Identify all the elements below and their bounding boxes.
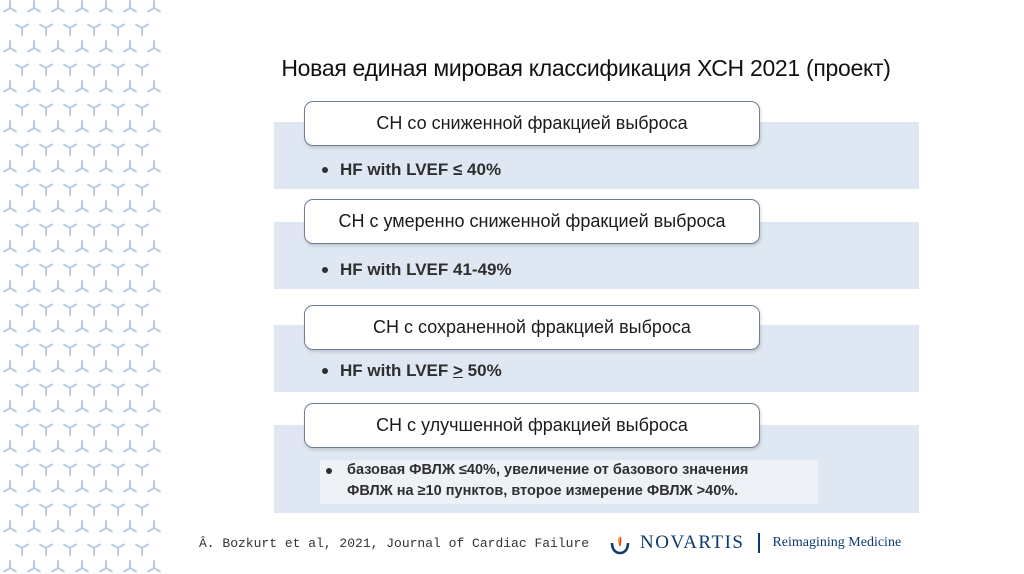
- pattern-mark: [124, 121, 136, 132]
- pattern-mark: [52, 201, 64, 212]
- pattern-mark: [76, 521, 88, 532]
- pattern-mark: [76, 441, 88, 452]
- pattern-mark: [88, 225, 100, 236]
- decorative-pattern: [0, 0, 166, 574]
- pattern-mark: [136, 425, 148, 436]
- pattern-mark: [136, 385, 148, 396]
- pattern-mark: [124, 361, 136, 372]
- pattern-mark: [16, 225, 28, 236]
- pattern-mark: [88, 105, 100, 116]
- category-label: СН с сохраненной фракцией выброса: [373, 317, 691, 337]
- pattern-mark: [40, 225, 52, 236]
- pattern-mark: [124, 1, 136, 12]
- pattern-mark: [100, 441, 112, 452]
- novartis-logo: [608, 530, 901, 556]
- pattern-mark: [28, 201, 40, 212]
- pattern-mark: [52, 161, 64, 172]
- pattern-mark: [76, 561, 88, 572]
- pattern-mark: [112, 265, 124, 276]
- pattern-mark: [112, 505, 124, 516]
- pattern-mark: [136, 225, 148, 236]
- pattern-mark: [112, 425, 124, 436]
- ge-symbol: >: [453, 361, 463, 380]
- pattern-mark: [16, 425, 28, 436]
- pattern-mark: [28, 241, 40, 252]
- pattern-mark: [40, 425, 52, 436]
- pattern-mark: [4, 81, 16, 92]
- pattern-mark: [52, 561, 64, 572]
- pattern-mark: [52, 121, 64, 132]
- pattern-mark: [148, 201, 160, 212]
- pattern-mark: [40, 305, 52, 316]
- pattern-mark: [64, 25, 76, 36]
- pattern-mark: [124, 521, 136, 532]
- category-box-reduced: [304, 101, 760, 146]
- pattern-mark: [64, 305, 76, 316]
- pattern-mark: [100, 201, 112, 212]
- pattern-mark: [100, 1, 112, 12]
- pattern-mark: [64, 385, 76, 396]
- brand-name: NOVARTIS: [640, 532, 745, 553]
- pattern-mark: [4, 481, 16, 492]
- pattern-mark: [64, 505, 76, 516]
- pattern-mark: [136, 185, 148, 196]
- pattern-mark: [52, 41, 64, 52]
- pattern-mark: [52, 81, 64, 92]
- pattern-mark: [124, 401, 136, 412]
- pattern-mark: [4, 401, 16, 412]
- pattern-mark: [76, 121, 88, 132]
- pattern-mark: [28, 481, 40, 492]
- pattern-mark: [136, 65, 148, 76]
- pattern-mark: [76, 41, 88, 52]
- pattern-mark: [52, 241, 64, 252]
- pattern-mark: [112, 105, 124, 116]
- pattern-mark: [148, 1, 160, 12]
- pattern-mark: [64, 145, 76, 156]
- pattern-mark: [124, 241, 136, 252]
- pattern-mark: [124, 81, 136, 92]
- pattern-mark: [112, 225, 124, 236]
- pattern-mark: [28, 41, 40, 52]
- criterion-text: HF with LVEF 41-49%: [340, 260, 512, 279]
- pattern-mark: [52, 441, 64, 452]
- pattern-mark: [112, 185, 124, 196]
- pattern-mark: [64, 65, 76, 76]
- pattern-mark: [40, 185, 52, 196]
- pattern-mark: [64, 265, 76, 276]
- pattern-mark: [52, 321, 64, 332]
- pattern-mark: [112, 65, 124, 76]
- pattern-mark: [124, 481, 136, 492]
- pattern-mark: [16, 385, 28, 396]
- pattern-mark: [4, 161, 16, 172]
- pattern-mark: [88, 145, 100, 156]
- pattern-mark: [136, 145, 148, 156]
- pattern-mark: [100, 81, 112, 92]
- pattern-mark: [88, 345, 100, 356]
- pattern-mark: [148, 481, 160, 492]
- pattern-mark: [4, 521, 16, 532]
- pattern-mark: [88, 65, 100, 76]
- pattern-mark: [136, 545, 148, 556]
- pattern-mark: [4, 1, 16, 12]
- pattern-mark: [4, 441, 16, 452]
- pattern-mark: [4, 201, 16, 212]
- pattern-mark: [100, 241, 112, 252]
- pattern-mark: [148, 281, 160, 292]
- pattern-mark: [124, 41, 136, 52]
- criterion-improved: [320, 460, 818, 504]
- pattern-mark: [4, 241, 16, 252]
- brand-tagline: Reimagining Medicine: [772, 535, 902, 550]
- pattern-mark: [28, 521, 40, 532]
- pattern-mark: [148, 561, 160, 572]
- pattern-mark: [148, 121, 160, 132]
- pattern-mark: [16, 345, 28, 356]
- pattern-mark: [52, 1, 64, 12]
- pattern-mark: [112, 545, 124, 556]
- pattern-mark: [148, 81, 160, 92]
- pattern-mark: [64, 185, 76, 196]
- pattern-mark: [16, 505, 28, 516]
- pattern-mark: [16, 145, 28, 156]
- pattern-mark: [76, 241, 88, 252]
- pattern-mark: [76, 201, 88, 212]
- pattern-mark: [76, 481, 88, 492]
- pattern-mark: [28, 121, 40, 132]
- pattern-mark: [88, 185, 100, 196]
- pattern-mark: [40, 545, 52, 556]
- pattern-mark: [76, 281, 88, 292]
- pattern-mark: [88, 545, 100, 556]
- pattern-mark: [28, 361, 40, 372]
- pattern-mark: [88, 385, 100, 396]
- criterion-line-2: ФВЛЖ на ≥10 пунктов, второе измерение ФВЛЖ >40%.: [347, 483, 739, 499]
- pattern-mark: [64, 345, 76, 356]
- pattern-mark: [148, 401, 160, 412]
- pattern-mark: [40, 385, 52, 396]
- pattern-mark: [52, 481, 64, 492]
- pattern-mark: [124, 281, 136, 292]
- pattern-mark: [136, 505, 148, 516]
- category-box-preserved: [304, 305, 760, 350]
- pattern-mark: [40, 25, 52, 36]
- pattern-mark: [124, 201, 136, 212]
- pattern-mark: [28, 561, 40, 572]
- bullet-icon: [322, 368, 328, 374]
- pattern-mark: [76, 321, 88, 332]
- pattern-mark: [148, 521, 160, 532]
- pattern-mark: [112, 25, 124, 36]
- criterion-line-1: базовая ФВЛЖ ≤40%, увеличение от базового значения: [347, 462, 749, 478]
- category-label: СН с улучшенной фракцией выброса: [376, 415, 688, 435]
- pattern-mark: [148, 361, 160, 372]
- pattern-mark: [16, 305, 28, 316]
- pattern-mark: [100, 521, 112, 532]
- pattern-mark: [148, 41, 160, 52]
- pattern-mark: [112, 465, 124, 476]
- pattern-mark: [112, 345, 124, 356]
- pattern-mark: [88, 465, 100, 476]
- pattern-mark: [136, 265, 148, 276]
- pattern-mark: [136, 305, 148, 316]
- criterion-mildly-reduced: [322, 260, 512, 280]
- bullet-icon: [322, 267, 328, 273]
- flame-icon: [608, 531, 632, 555]
- pattern-mark: [4, 121, 16, 132]
- pattern-mark: [16, 185, 28, 196]
- pattern-mark: [124, 561, 136, 572]
- logo-divider: [758, 533, 760, 553]
- pattern-mark: [4, 41, 16, 52]
- pattern-mark: [124, 441, 136, 452]
- pattern-mark: [100, 361, 112, 372]
- bullet-icon: [322, 167, 328, 173]
- criterion-text: HF with LVEF > 50%: [340, 361, 502, 380]
- pattern-mark: [124, 161, 136, 172]
- pattern-mark: [52, 401, 64, 412]
- pattern-mark: [88, 425, 100, 436]
- pattern-mark: [4, 361, 16, 372]
- pattern-mark: [100, 401, 112, 412]
- criterion-preserved: [322, 361, 502, 381]
- pattern-mark: [112, 385, 124, 396]
- pattern-mark: [64, 225, 76, 236]
- pattern-mark: [40, 505, 52, 516]
- pattern-mark: [136, 345, 148, 356]
- pattern-mark: [148, 161, 160, 172]
- pattern-mark: [100, 161, 112, 172]
- pattern-mark: [88, 265, 100, 276]
- page-title: Новая единая мировая классификация ХСН 2021 (проект): [281, 55, 891, 81]
- pattern-mark: [88, 505, 100, 516]
- pattern-mark: [16, 65, 28, 76]
- pattern-mark: [16, 25, 28, 36]
- pattern-mark: [28, 321, 40, 332]
- pattern-mark: [28, 401, 40, 412]
- pattern-mark: [64, 105, 76, 116]
- pattern-mark: [88, 305, 100, 316]
- criterion-text: HF with LVEF ≤ 40%: [340, 160, 502, 179]
- pattern-mark: [28, 441, 40, 452]
- pattern-mark: [52, 281, 64, 292]
- pattern-mark: [148, 441, 160, 452]
- pattern-mark: [40, 65, 52, 76]
- pattern-mark: [40, 145, 52, 156]
- pattern-mark: [40, 265, 52, 276]
- pattern-mark: [124, 321, 136, 332]
- pattern-mark: [16, 265, 28, 276]
- pattern-mark: [148, 321, 160, 332]
- pattern-mark: [88, 25, 100, 36]
- pattern-mark: [16, 465, 28, 476]
- pattern-mark: [4, 561, 16, 572]
- pattern-mark: [28, 1, 40, 12]
- pattern-mark: [40, 465, 52, 476]
- category-box-improved: [304, 403, 760, 448]
- pattern-mark: [16, 105, 28, 116]
- pattern-mark: [64, 545, 76, 556]
- pattern-mark: [100, 481, 112, 492]
- pattern-mark: [136, 25, 148, 36]
- pattern-mark: [52, 521, 64, 532]
- pattern-mark: [100, 121, 112, 132]
- pattern-mark: [40, 345, 52, 356]
- criterion-reduced: [322, 160, 501, 180]
- pattern-mark: [40, 105, 52, 116]
- pattern-mark: [28, 81, 40, 92]
- pattern-mark: [148, 241, 160, 252]
- bullet-icon: [326, 468, 332, 474]
- pattern-mark: [100, 321, 112, 332]
- pattern-mark: [52, 361, 64, 372]
- pattern-mark: [64, 465, 76, 476]
- pattern-mark: [16, 545, 28, 556]
- pattern-mark: [112, 145, 124, 156]
- pattern-mark: [76, 81, 88, 92]
- pattern-mark: [100, 41, 112, 52]
- category-label: СН со сниженной фракцией выброса: [376, 113, 688, 133]
- pattern-mark: [100, 561, 112, 572]
- pattern-mark: [4, 321, 16, 332]
- pattern-mark: [136, 465, 148, 476]
- citation: Â. Bozkurt et al, 2021, Journal of Cardiac Failure: [199, 536, 590, 551]
- pattern-mark: [28, 281, 40, 292]
- pattern-mark: [28, 161, 40, 172]
- pattern-mark: [64, 425, 76, 436]
- pattern-mark: [76, 361, 88, 372]
- category-label: СН с умеренно сниженной фракцией выброса: [338, 211, 726, 231]
- pattern-mark: [76, 161, 88, 172]
- pattern-mark: [76, 401, 88, 412]
- pattern-mark: [112, 305, 124, 316]
- category-box-mildly-reduced: [304, 199, 760, 244]
- pattern-mark: [4, 281, 16, 292]
- pattern-mark: [76, 1, 88, 12]
- pattern-mark: [100, 281, 112, 292]
- pattern-mark: [136, 105, 148, 116]
